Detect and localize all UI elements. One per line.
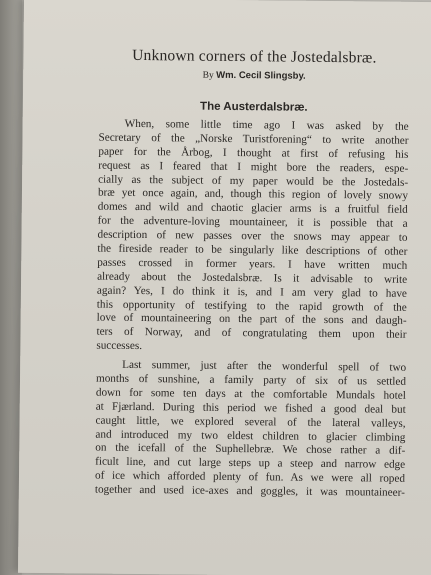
byline <box>99 69 409 83</box>
text-line: Secretary of the „Norske Turistforening“ to write another <box>98 131 409 147</box>
text-line: months of sunshine, a family party of six of us settled <box>95 372 407 388</box>
text-line: of ice which afforded plenty of fun. As we were all roped <box>94 469 406 486</box>
text-line: and introduced my two eldest children to glacier climbing <box>95 428 406 444</box>
text-line: request as I feared that I might bore the readers, espe- <box>98 159 409 175</box>
paragraph-1 <box>96 118 408 357</box>
page-content <box>95 47 410 501</box>
book-page <box>18 0 431 575</box>
text-line: on the icefall of the Suphellebræ. We chose rather a dif- <box>95 442 406 458</box>
author-name: Wm. Cecil Slingsby. <box>216 69 306 82</box>
text-line: ficult line, and cut large steps up a steep and narrow edge <box>95 455 406 472</box>
paragraph-2 <box>95 359 406 501</box>
text-line: again? Yes, I do think it is, and I am very glad to have <box>96 284 407 300</box>
text-line: passes crossed in former years. I have written much <box>97 256 408 272</box>
article-title: Unknown corners of the Jostedalsbræ. <box>132 46 377 67</box>
text-line: the fireside reader to be singularly like descriptions of other <box>97 242 408 258</box>
text-line: already about the Jostedalsbræ. Is it advisable to write <box>97 270 408 286</box>
text-line: cially as the subject of my paper would be the Jostedals- <box>98 173 409 189</box>
section-heading: The Austerdalsbræ. <box>200 100 308 114</box>
text-line: love of mountaineering on the part of the sons and daugh- <box>96 312 407 328</box>
text-line: paper for the Årbog, I thought at first of refusing his <box>98 145 409 161</box>
text-line: together and used ice-axes and goggles, it was mountaineer- <box>94 483 405 499</box>
text-line: bræ yet once again, and, though this region of lovely snowy <box>97 187 409 203</box>
text-line: caught little, we explored several of the lateral valleys, <box>95 414 406 430</box>
text-line: for the adventure-loving mountaineer, it is possible that a <box>97 214 408 231</box>
byline-prefix: By <box>202 70 214 81</box>
text-line: domes and wild and chaotic glacier arms is a fruitful field <box>97 200 408 217</box>
text-line: ters of Norway, and of congratulating them upon their <box>96 325 407 342</box>
text-line: Last summer, just after the wonderful spell of two <box>122 358 407 374</box>
text-line: at Fjærland. During this period we fished a good deal but <box>95 400 406 416</box>
text-line: this opportunity of testifying to the rapid growth of the <box>96 298 407 314</box>
text-line: description of new passes over the snows may appear to <box>97 228 408 244</box>
text-line: When, some little time ago I was asked by the <box>124 117 409 133</box>
text-line: down for some ten days at the comfortable Mundals hotel <box>95 386 406 402</box>
text-line: successes. <box>96 339 143 353</box>
